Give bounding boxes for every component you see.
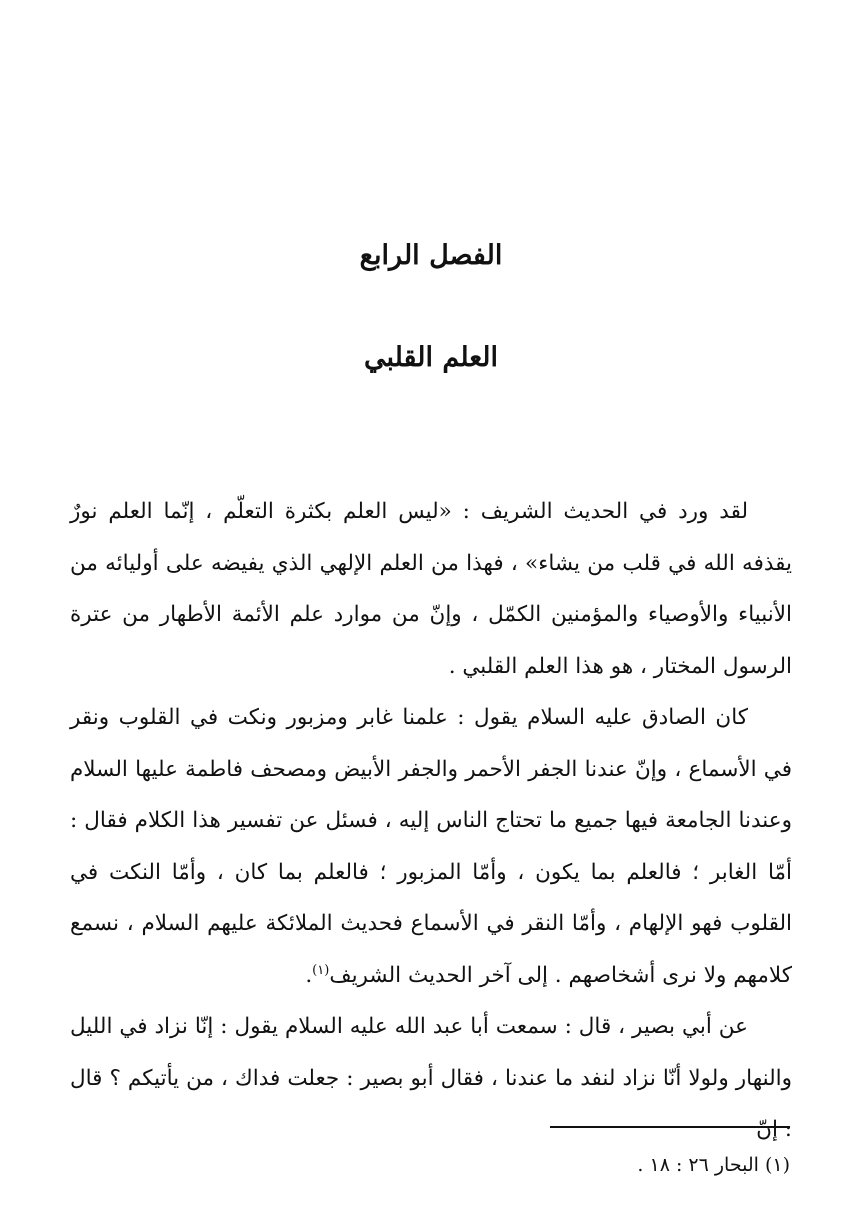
footnote: (١) البحار ٢٦ : ١٨ . (637, 1154, 790, 1176)
chapter-number-heading: الفصل الرابع (359, 240, 503, 271)
paragraph-2 (70, 692, 792, 1001)
paragraph-2-text: كان الصادق عليه السلام يقول : علمنا غابر ومزبور ونكت في القلوب ونقر في الأسماع ، وإنّ عندنا الجفر الأحمر والجفر الأبيض ومصحف فاطمة عليها السلام وعندنا الجامعة فيها جميع ما تحتاج الناس إليه ، فسئل عن تفسير هذا الكلام فقال : أمّا الغابر ؛ فالعلم بما يكون ، وأمّا المزبور ؛ فالعلم بما كان ، وأمّا النكت في القلوب فهو الإلهام ، وأمّا النقر في الأسماع فحديث الملائكة عليهم السلام ، نسمع كلامهم ولا نرى أشخاصهم . إلى آخر الحديث الشريف (70, 705, 792, 988)
paragraph-2-period: . (305, 962, 313, 988)
paragraph-1: لقد ورد في الحديث الشريف : «ليس العلم بكثرة التعلّم ، إنّما العلم نورٌ يقذفه الله في قلب من يشاء» ، فهذا من العلم الإلهي الذي يفيضه على أوليائه من الأنبياء والأوصياء والمؤمنين الكمّل ، وإنّ من موارد علم الأئمة الأطهار من عترة الرسول المختار ، هو هذا العلم القلبي . (70, 499, 792, 679)
chapter-title-heading: العلم القلبي (363, 342, 499, 373)
footnote-reference: (١) (312, 962, 330, 978)
footnote-divider (550, 1126, 790, 1128)
paragraph-3: عن أبي بصير ، قال : سمعت أبا عبد الله عليه السلام يقول : إنّا نزاد في الليل والنهار ولولا أنّا نزاد لنفد ما عندنا ، فقال أبو بصير : جعلت فداك ، من يأتيكم ؟ قال : إنّ (70, 1014, 792, 1142)
body-text (70, 486, 792, 1156)
